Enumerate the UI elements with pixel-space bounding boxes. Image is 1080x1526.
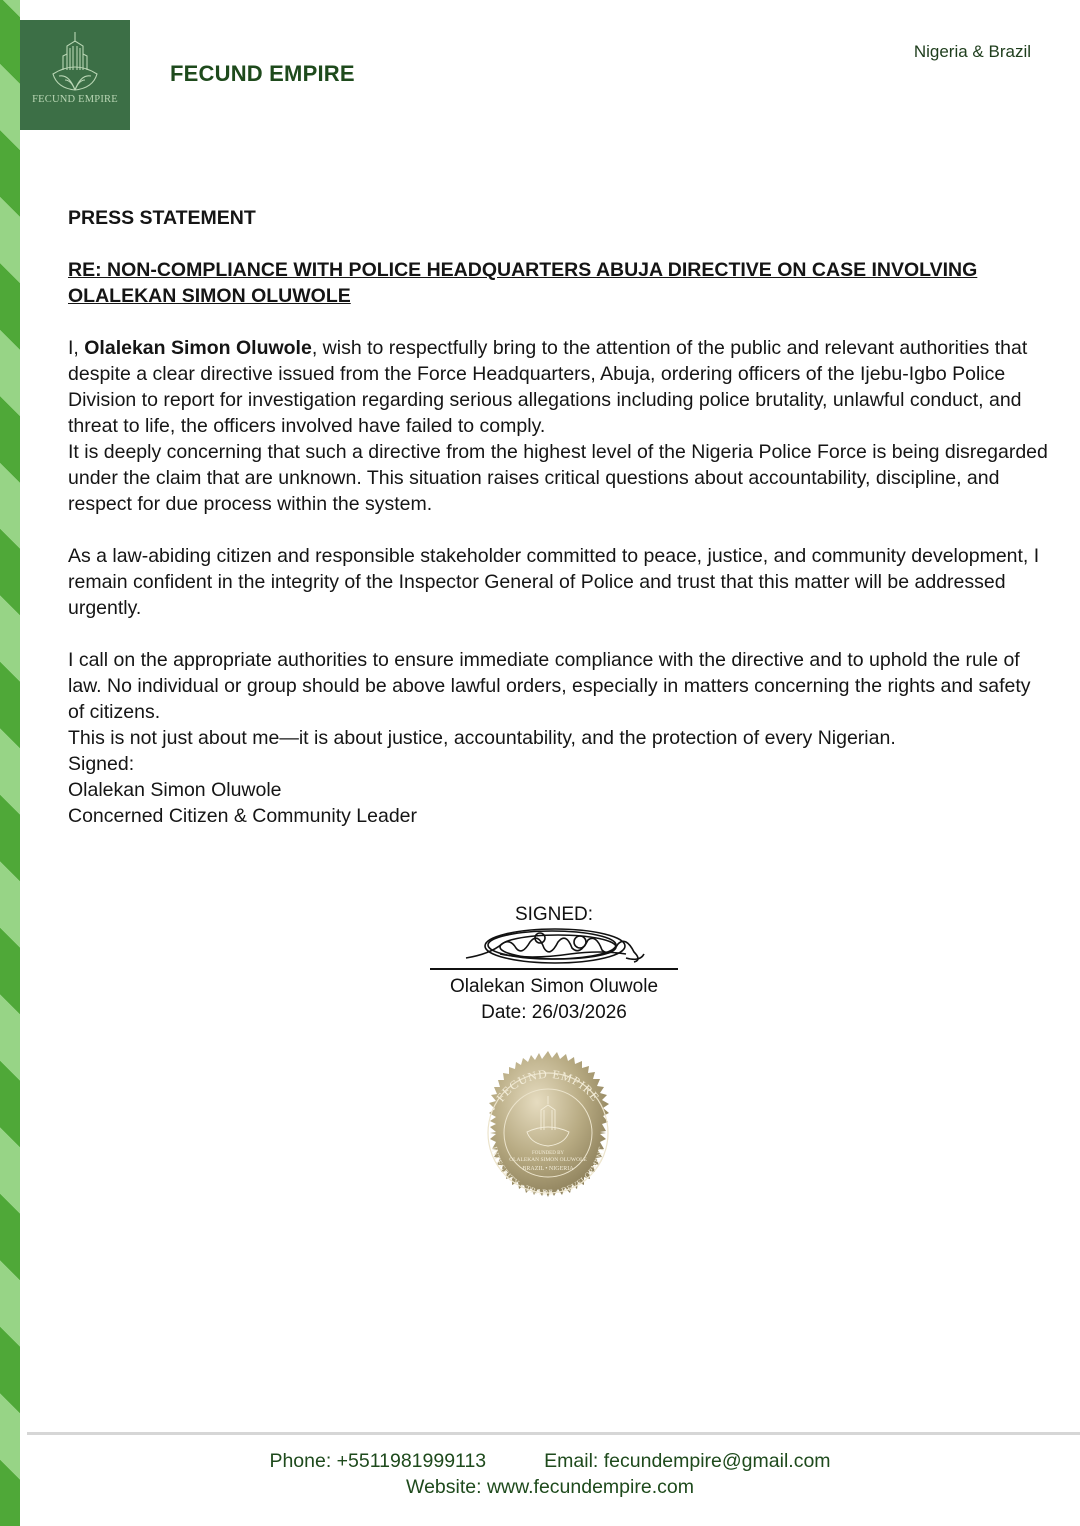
svg-text:BRAZIL • NIGERIA: BRAZIL • NIGERIA	[522, 1166, 574, 1172]
paragraph-4: This is not just about me—it is about justice, accountability, and the protection of every Nigerian.	[68, 727, 896, 749]
svg-text:FECUND EMPIRE: FECUND EMPIRE	[493, 1066, 603, 1105]
signature-line	[430, 968, 678, 970]
svg-text:FOUNDED BY: FOUNDED BY	[531, 1151, 565, 1156]
closing-section	[68, 647, 1048, 829]
signed-label: SIGNED:	[514, 904, 594, 925]
paragraph-3: I call on the appropriate authorities to ensure immediate compliance with the directive and to uphold the rule of law. No individual or group should be above lawful orders, especially in matters concerning the rights and safety of citizens.	[68, 649, 1031, 723]
signoff-label: Signed:	[68, 753, 135, 775]
signoff-name: Olalekan Simon Oluwole	[68, 779, 282, 801]
logo-wordmark: FECUND EMPIRE	[32, 94, 118, 105]
svg-text:OLALEKAN SIMON OLUWOLE: OLALEKAN SIMON OLUWOLE	[509, 1157, 587, 1163]
paragraph-1	[68, 335, 1048, 517]
footer-phone: Phone: +5511981999113	[269, 1450, 487, 1472]
footer-website: Website: www.fecundempire.com	[406, 1476, 694, 1498]
footer-contact-row	[0, 1448, 1080, 1474]
paragraph-1-continuation: It is deeply concerning that such a directive from the highest level of the Nigeria Police Force is being disregarded under the claim that are unknown. This situation raises critical questions about accountability, discipline, and respect for due process within the system.	[68, 441, 1048, 515]
signature-scribble-icon	[430, 924, 678, 968]
footer-email: Email: fecundempire@gmail.com	[544, 1450, 831, 1472]
paragraph-2: As a law-abiding citizen and responsible stakeholder committed to peace, justice, and community development, I remain confident in the integrity of the Inspector General of Police and trust that this matter will be addressed urgently.	[68, 545, 1040, 619]
press-statement-body	[68, 205, 1048, 829]
footer-divider	[27, 1432, 1080, 1435]
document-subject: RE: NON-COMPLIANCE WITH POLICE HEADQUARTERS ABUJA DIRECTIVE ON CASE INVOLVING OLALEKAN SIMON OLUWOLE	[68, 259, 978, 307]
brand-title: FECUND EMPIRE	[170, 61, 355, 86]
author-name-bold: Olalekan Simon Oluwole	[84, 337, 312, 359]
svg-text:INTEGRITY • TRADE • DEVELOPMEN: INTEGRITY • TRADE • DEVELOPMENT	[489, 1145, 607, 1198]
paragraph-1-text: , wish to respectfully bring to the attention of the public and relevant authorities that despite a clear directive issued from the Force Headquarters, Abuja, ordering officers of the Ijebu-Igbo Police Division to report for investigation regarding serious allegations including police brutality, unlawful conduct, and threat to life, the officers involved have failed to comply.	[68, 337, 1028, 437]
building-leaf-logo-icon	[45, 30, 105, 92]
paragraph-prefix: I,	[68, 337, 85, 359]
company-seal	[463, 1048, 633, 1218]
gold-seal-icon	[463, 1048, 633, 1218]
signoff-title: Concerned Citizen & Community Leader	[68, 805, 418, 827]
footer-contact	[0, 1448, 1080, 1500]
handwritten-signature	[430, 924, 678, 968]
paragraph-1-main	[68, 335, 1048, 439]
signatory-name: Olalekan Simon Oluwole	[449, 976, 659, 997]
location-text: Nigeria & Brazil	[913, 42, 1031, 61]
company-logo	[20, 20, 130, 130]
decorative-side-stripe	[0, 0, 20, 1526]
document-heading: PRESS STATEMENT	[68, 207, 256, 229]
signature-block	[430, 902, 678, 1026]
signature-date: Date: 26/03/2026	[481, 1002, 627, 1023]
